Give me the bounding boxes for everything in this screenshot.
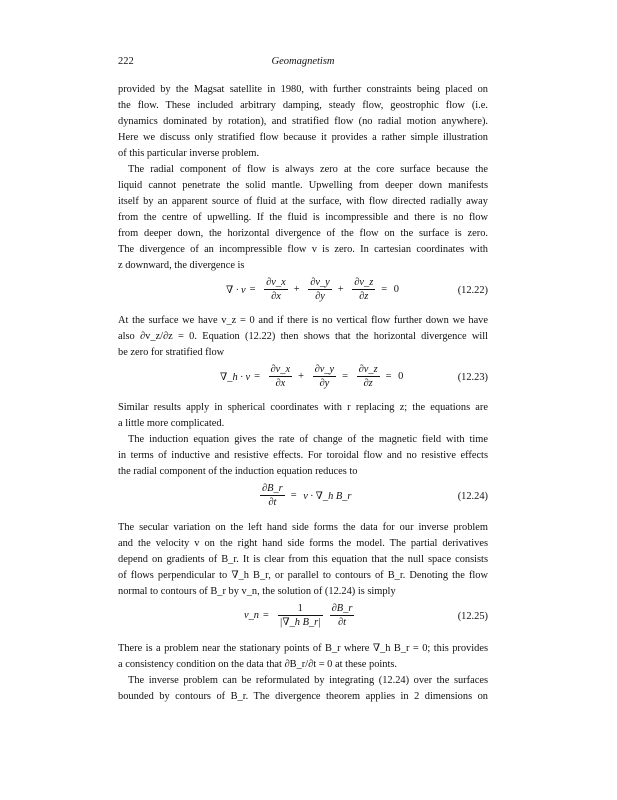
text-line: depend on gradients of B_r. It is clear from this equation that the null space consists [118,554,488,565]
equation-number: (12.22) [457,285,488,296]
text-line: also ∂v_z/∂z = 0. Equation (12.22) then shows that the horizontal divergence will [118,331,488,342]
text-line: z downward, the divergence is [118,260,245,271]
equation-12-22: ∇ · v = $\frac{\partial v\_x}{\partial x}$ + $\frac{\partial v\_y}{\partial y}$ + $\frac{\partial v\_z}{\partial z}$ = 0 (12.22) [226,277,488,302]
equation-number: (12.25) [457,611,488,622]
equation-12-23: ∇_h · v = $\frac{\partial v\_x}{\partial x}$ + $\frac{\partial v\_y}{\partial y}$ = $\frac{\partial v\_z}{\partial z}$ = 0 (12.23) [220,364,488,389]
text-line: be zero for stratified flow [118,347,225,358]
text-line: There is a problem near the stationary points of B_r where ∇_h B_r = 0; this provides [118,643,488,654]
text-line: a consistency condition on the data that ∂B_r/∂t = 0 at these points. [118,659,398,670]
text-line: The secular variation on the left hand side forms the data for our inverse problem [118,522,488,533]
text-line: The induction equation gives the rate of change of the magnetic field with time [128,434,488,445]
equation-12-24: $\frac{\partial B\_r}{\partial t}$ = v · ∇_h B_r (12.24) [262,483,488,508]
text-line: and the velocity v on the right hand side forms the model. The partial derivatives [118,538,488,549]
text-line: At the surface we have v_z = 0 and if there is no vertical flow further down we have [118,315,488,326]
text-line: of flows perpendicular to ∇_h B_r, or parallel to contours of B_r. Denoting the flow [118,570,488,581]
text-line: Similar results apply in spherical coordinates with r replacing z; the equations are [118,402,488,413]
text-line: the flow. These included arbitrary damping, steady flow, geostrophic flow (i.e. [118,100,488,111]
text-line: provided by the Magsat satellite in 1980, with further constraints being placed on [118,84,488,95]
page-number: 222 [118,56,134,67]
equation-number: (12.23) [457,372,488,383]
text-line: The divergence of an incompressible flow v is zero. In cartesian coordinates with [118,244,488,255]
text-line: bounded by contours of B_r. The divergence theorem applies in 2 dimensions on [118,691,488,702]
text-line: The radial component of flow is always zero at the core surface because the [128,164,488,175]
text-line: normal to contours of B_r by v_n, the solution of (12.24) is simply [118,586,396,597]
text-line: from deeper down, the horizontal divergence of the flow on the surface is zero. [118,228,488,239]
text-line: liquid cannot penetrate the solid mantle. Upwelling from deeper down manifests [118,180,488,191]
equation-number: (12.24) [457,491,488,502]
equation-12-25: v_n = $\frac{1}{\text{|∇\_h B\_r|}}$ $\frac{\partial B\_r}{\partial t}$ (12.25) [244,603,488,628]
text-line: The inverse problem can be reformulated by integrating (12.24) over the surfaces [128,675,488,686]
text-line: Here we discuss only stratified flow because it provides a rather simple illustration [118,132,488,143]
running-title: Geomagnetism [271,56,335,67]
text-line: from the centre of upwelling. If the fluid is incompressible and there is no flow [118,212,488,223]
text-line: in terms of inductive and resistive effects. For toroidal flow and no resistive effects [118,450,488,461]
text-line: itself by an apparent source of fluid at the surface, with flow directed radially away [118,196,488,207]
text-line: a little more complicated. [118,418,225,429]
text-line: of this particular inverse problem. [118,148,260,159]
text-line: dynamics dominated by rotation), and stratified flow (no radial motion anywhere). [118,116,488,127]
page-header [118,56,488,72]
text-line: the radial component of the induction equation reduces to [118,466,358,477]
